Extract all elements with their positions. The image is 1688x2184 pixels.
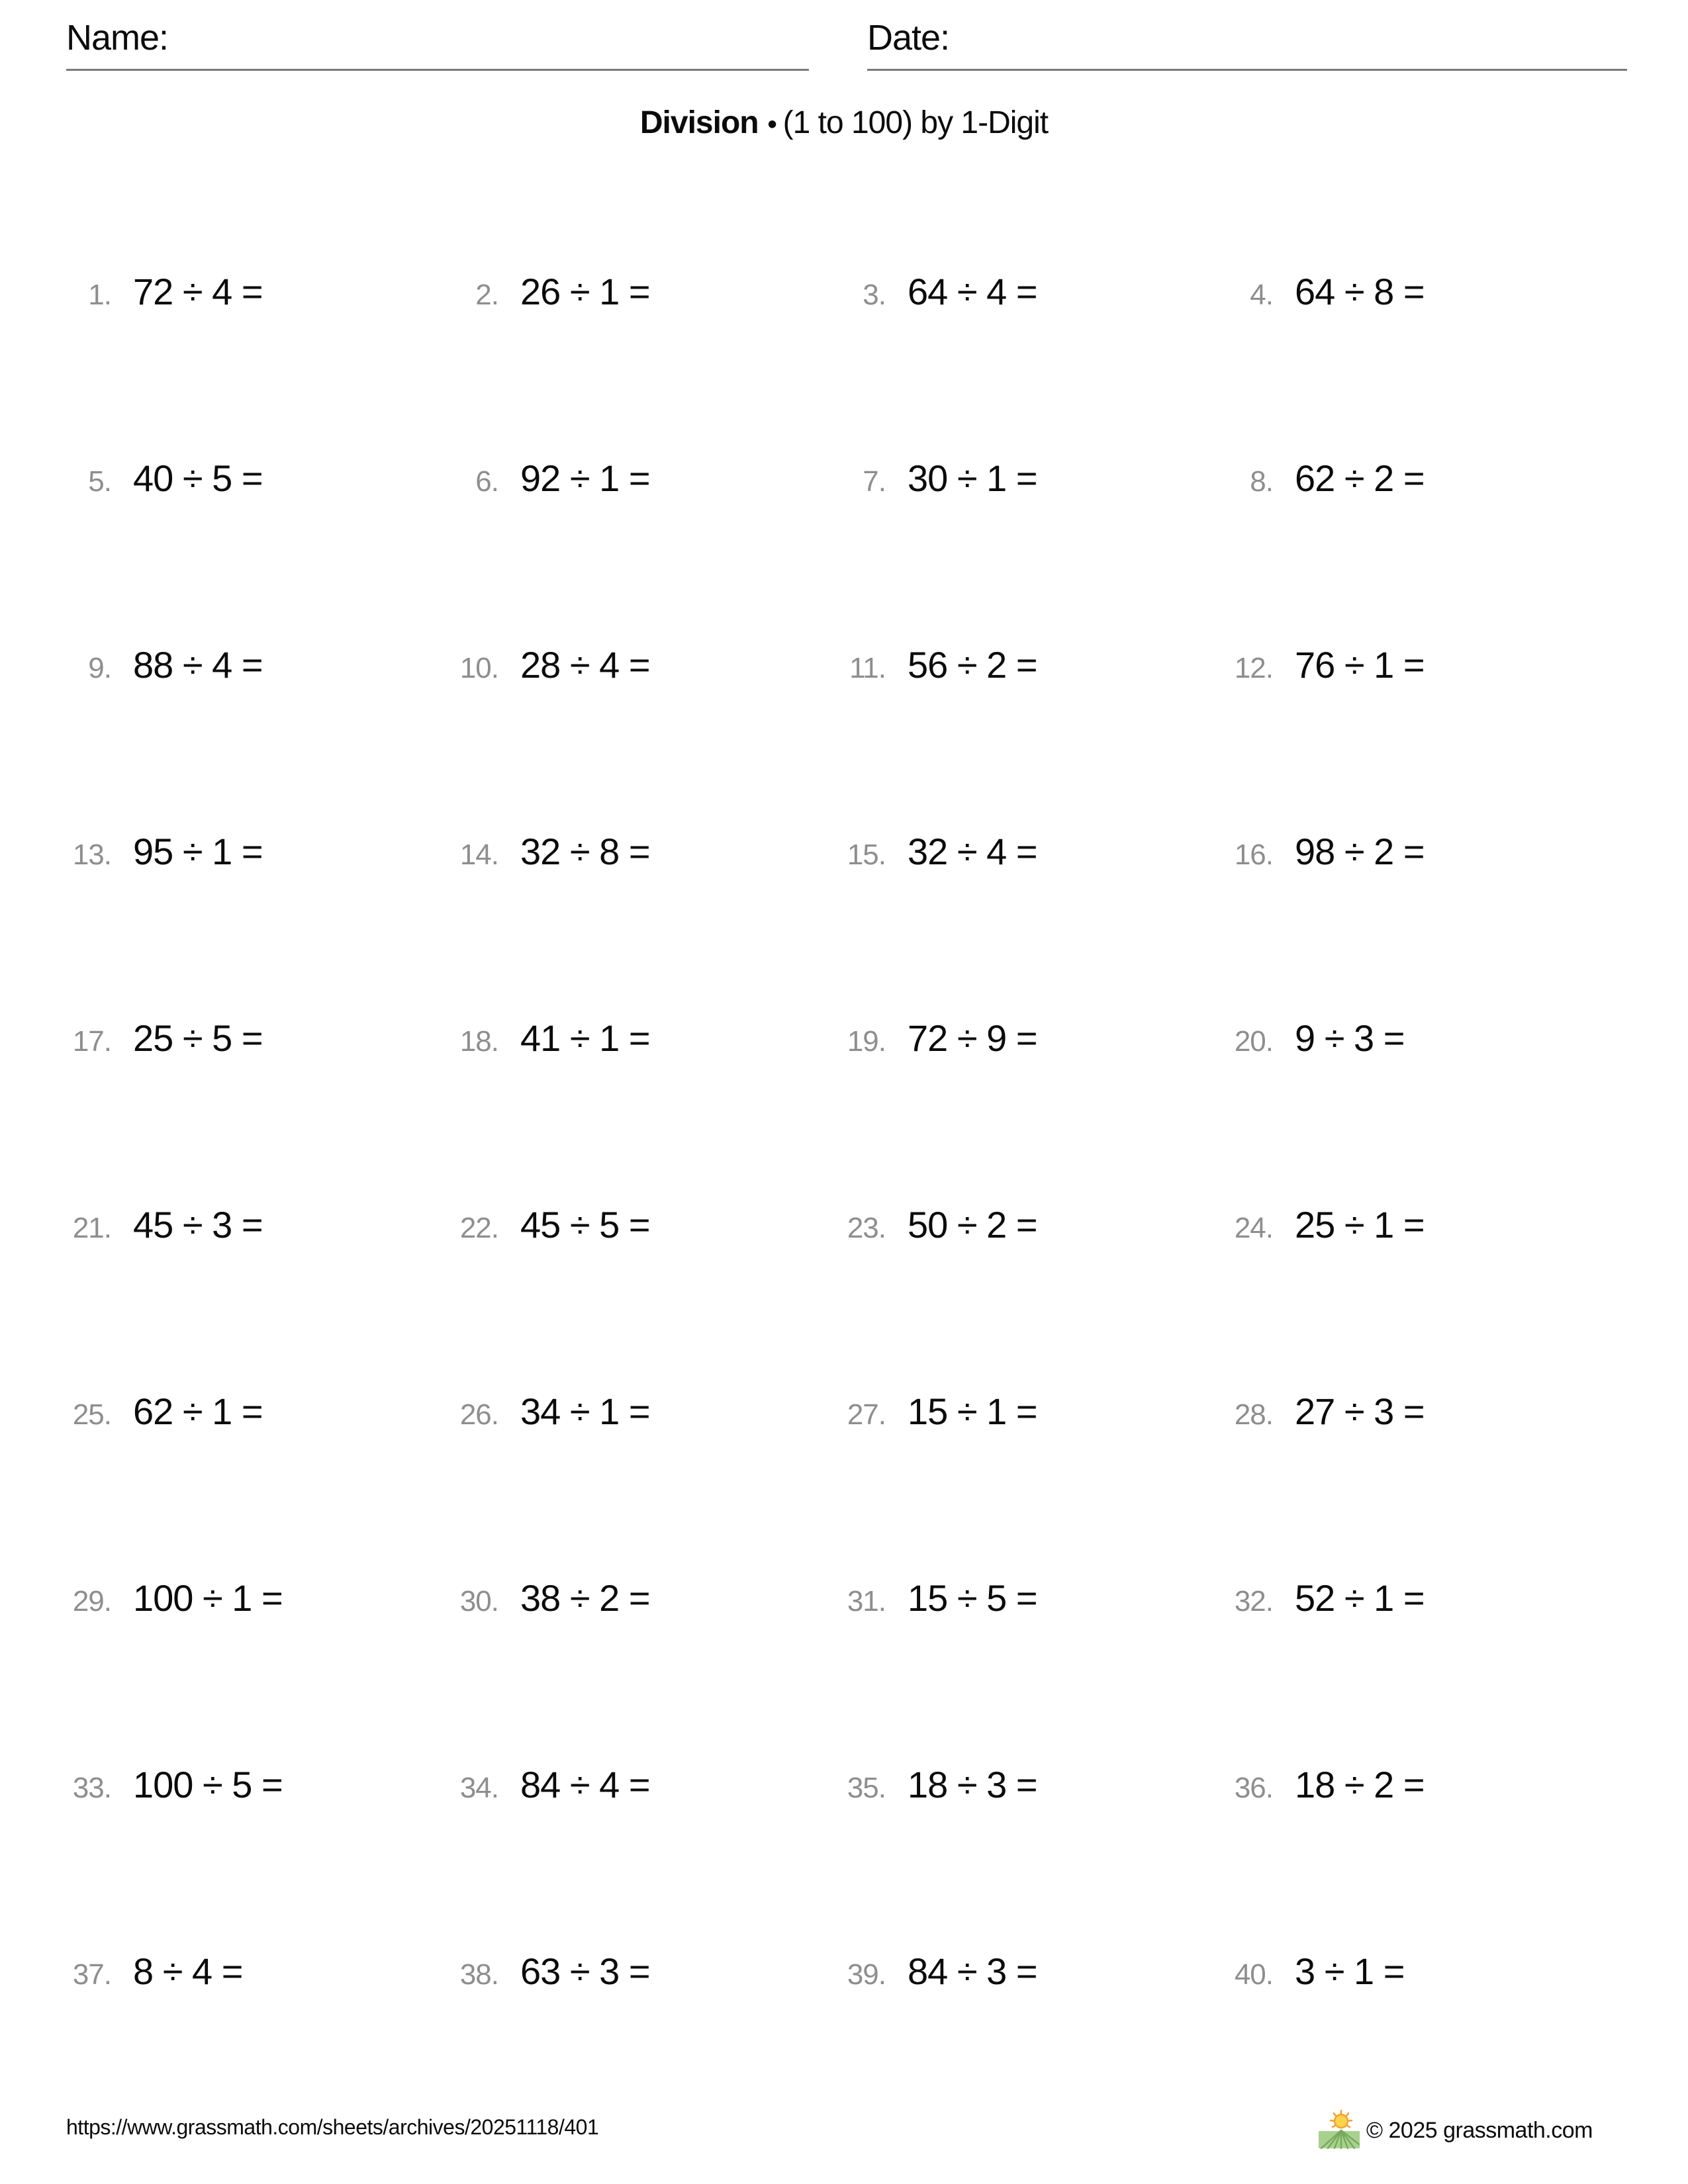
problem-number: 11.	[849, 651, 886, 684]
problem-expression: 76 ÷ 1 =	[1295, 643, 1425, 686]
problem-expression: 30 ÷ 1 =	[908, 457, 1037, 499]
problem-expression: 9 ÷ 3 =	[1295, 1017, 1405, 1059]
footer-copyright: © 2025 grassmath.com	[1366, 2118, 1593, 2143]
problem-expression: 92 ÷ 1 =	[520, 457, 650, 499]
problem-item	[1228, 643, 1615, 686]
problem-expression: 41 ÷ 1 =	[520, 1017, 650, 1059]
problem-item	[453, 1203, 841, 1246]
problem-number: 9.	[88, 651, 111, 684]
problem-number: 35.	[847, 1771, 886, 1804]
problem-number: 15.	[847, 838, 886, 871]
problem-number: 37.	[72, 1958, 111, 1991]
problem-expression: 27 ÷ 3 =	[1295, 1390, 1425, 1432]
problem-item	[66, 643, 453, 686]
problem-expression: 45 ÷ 3 =	[133, 1203, 263, 1246]
problem-number: 25.	[72, 1398, 111, 1431]
problem-expression: 84 ÷ 4 =	[520, 1763, 650, 1805]
title-main: Division	[639, 105, 759, 140]
problem-expression: 63 ÷ 3 =	[520, 1950, 650, 1992]
problem-item	[841, 643, 1228, 686]
name-label: Name:	[66, 18, 169, 58]
problem-expression: 50 ÷ 2 =	[908, 1203, 1037, 1246]
problem-number: 2.	[475, 278, 498, 311]
problem-item	[1228, 1017, 1615, 1060]
problem-number: 7.	[863, 465, 886, 498]
problem-expression: 40 ÷ 5 =	[133, 457, 263, 499]
problem-number: 23.	[847, 1211, 886, 1244]
problem-item	[1228, 1763, 1615, 1806]
problem-item	[66, 270, 453, 313]
problem-expression: 8 ÷ 4 =	[133, 1950, 243, 1992]
problem-number: 22.	[459, 1211, 498, 1244]
problem-number: 8.	[1250, 465, 1273, 498]
problem-number: 17.	[72, 1024, 111, 1058]
problem-expression: 18 ÷ 2 =	[1295, 1763, 1425, 1805]
title-subtitle: (1 to 100) by 1-Digit	[782, 105, 1049, 140]
problem-number: 29.	[72, 1584, 111, 1617]
problem-item	[453, 830, 841, 873]
problem-item	[66, 1763, 453, 1806]
problem-number: 33.	[72, 1771, 111, 1804]
problem-expression: 15 ÷ 1 =	[908, 1390, 1037, 1432]
problem-item	[1228, 1390, 1615, 1433]
problem-item	[1228, 1950, 1615, 1993]
problem-number: 39.	[847, 1958, 886, 1991]
problem-item	[66, 830, 453, 873]
problem-number: 24.	[1234, 1211, 1273, 1244]
problem-number: 16.	[1234, 838, 1273, 871]
problem-expression: 62 ÷ 2 =	[1295, 457, 1425, 499]
problem-number: 38.	[459, 1958, 498, 1991]
problem-expression: 38 ÷ 2 =	[520, 1576, 650, 1619]
problem-expression: 28 ÷ 4 =	[520, 643, 650, 686]
problem-item	[841, 830, 1228, 873]
problem-number: 19.	[847, 1024, 886, 1058]
problem-expression: 26 ÷ 1 =	[520, 270, 650, 312]
problem-item	[1228, 1203, 1615, 1246]
problem-number: 18.	[459, 1024, 498, 1058]
problem-item	[841, 1017, 1228, 1060]
problem-item	[841, 1576, 1228, 1619]
problem-item	[66, 1390, 453, 1433]
problem-item	[841, 457, 1228, 500]
problem-expression: 98 ÷ 2 =	[1295, 830, 1425, 872]
problem-expression: 62 ÷ 1 =	[133, 1390, 263, 1432]
problem-item	[66, 1576, 453, 1619]
date-label: Date:	[867, 18, 950, 58]
problem-expression: 32 ÷ 4 =	[908, 830, 1037, 872]
problem-number: 21.	[72, 1211, 111, 1244]
problem-item	[453, 1763, 841, 1806]
problem-item	[841, 1390, 1228, 1433]
problem-expression: 45 ÷ 5 =	[520, 1203, 650, 1246]
problem-item	[841, 1950, 1228, 1993]
problem-item	[841, 1763, 1228, 1806]
problem-item	[1228, 270, 1615, 313]
problem-expression: 64 ÷ 8 =	[1295, 270, 1425, 312]
problem-number: 34.	[459, 1771, 498, 1804]
problem-expression: 100 ÷ 1 =	[133, 1576, 283, 1619]
problem-item	[453, 457, 841, 500]
problem-item	[453, 1017, 841, 1060]
problem-item	[1228, 830, 1615, 873]
title-bullet-separator: •	[767, 110, 776, 139]
problem-expression: 72 ÷ 4 =	[133, 270, 263, 312]
problem-expression: 25 ÷ 1 =	[1295, 1203, 1425, 1246]
problem-item	[1228, 457, 1615, 500]
problem-number: 6.	[475, 465, 498, 498]
problem-expression: 3 ÷ 1 =	[1295, 1950, 1405, 1992]
problem-expression: 52 ÷ 1 =	[1295, 1576, 1425, 1619]
problem-number: 5.	[88, 465, 111, 498]
problem-number: 1.	[88, 278, 111, 311]
problem-item	[453, 1390, 841, 1433]
problem-number: 32.	[1234, 1584, 1273, 1617]
problem-expression: 100 ÷ 5 =	[133, 1763, 283, 1805]
problem-expression: 34 ÷ 1 =	[520, 1390, 650, 1432]
problem-number: 4.	[1250, 278, 1273, 311]
problem-number: 30.	[459, 1584, 498, 1617]
problems-grid	[66, 198, 1617, 2064]
problem-expression: 88 ÷ 4 =	[133, 643, 263, 686]
problem-expression: 72 ÷ 9 =	[908, 1017, 1037, 1059]
problem-item	[453, 1576, 841, 1619]
problem-expression: 18 ÷ 3 =	[908, 1763, 1037, 1805]
problem-item	[453, 643, 841, 686]
problem-expression: 32 ÷ 8 =	[520, 830, 650, 872]
problem-number: 20.	[1234, 1024, 1273, 1058]
problem-item	[1228, 1576, 1615, 1619]
problem-item	[66, 1017, 453, 1060]
problem-item	[841, 1203, 1228, 1246]
problem-item	[66, 1203, 453, 1246]
problem-number: 36.	[1234, 1771, 1273, 1804]
problem-number: 40.	[1234, 1958, 1273, 1991]
problem-number: 10.	[459, 651, 498, 684]
problem-item	[453, 1950, 841, 1993]
problem-number: 12.	[1234, 651, 1273, 684]
name-field	[66, 17, 809, 71]
problem-number: 27.	[847, 1398, 886, 1431]
problem-number: 28.	[1234, 1398, 1273, 1431]
problem-number: 31.	[847, 1584, 886, 1617]
problem-number: 26.	[459, 1398, 498, 1431]
problem-expression: 84 ÷ 3 =	[908, 1950, 1037, 1992]
sunrise-over-field-icon	[1319, 2110, 1360, 2150]
problem-item	[453, 270, 841, 313]
problem-number: 3.	[863, 278, 886, 311]
problem-number: 14.	[459, 838, 498, 871]
problem-item	[66, 457, 453, 500]
problem-expression: 56 ÷ 2 =	[908, 643, 1037, 686]
problem-expression: 64 ÷ 4 =	[908, 270, 1037, 312]
problem-expression: 15 ÷ 5 =	[908, 1576, 1037, 1619]
problem-expression: 95 ÷ 1 =	[133, 830, 263, 872]
problem-item	[66, 1950, 453, 1993]
problem-number: 13.	[72, 838, 111, 871]
problem-expression: 25 ÷ 5 =	[133, 1017, 263, 1059]
date-field	[867, 17, 1627, 71]
problem-item	[841, 270, 1228, 313]
footer-url: https://www.grassmath.com/sheets/archives/20251118/401	[66, 2115, 599, 2139]
page-title	[0, 105, 1688, 141]
